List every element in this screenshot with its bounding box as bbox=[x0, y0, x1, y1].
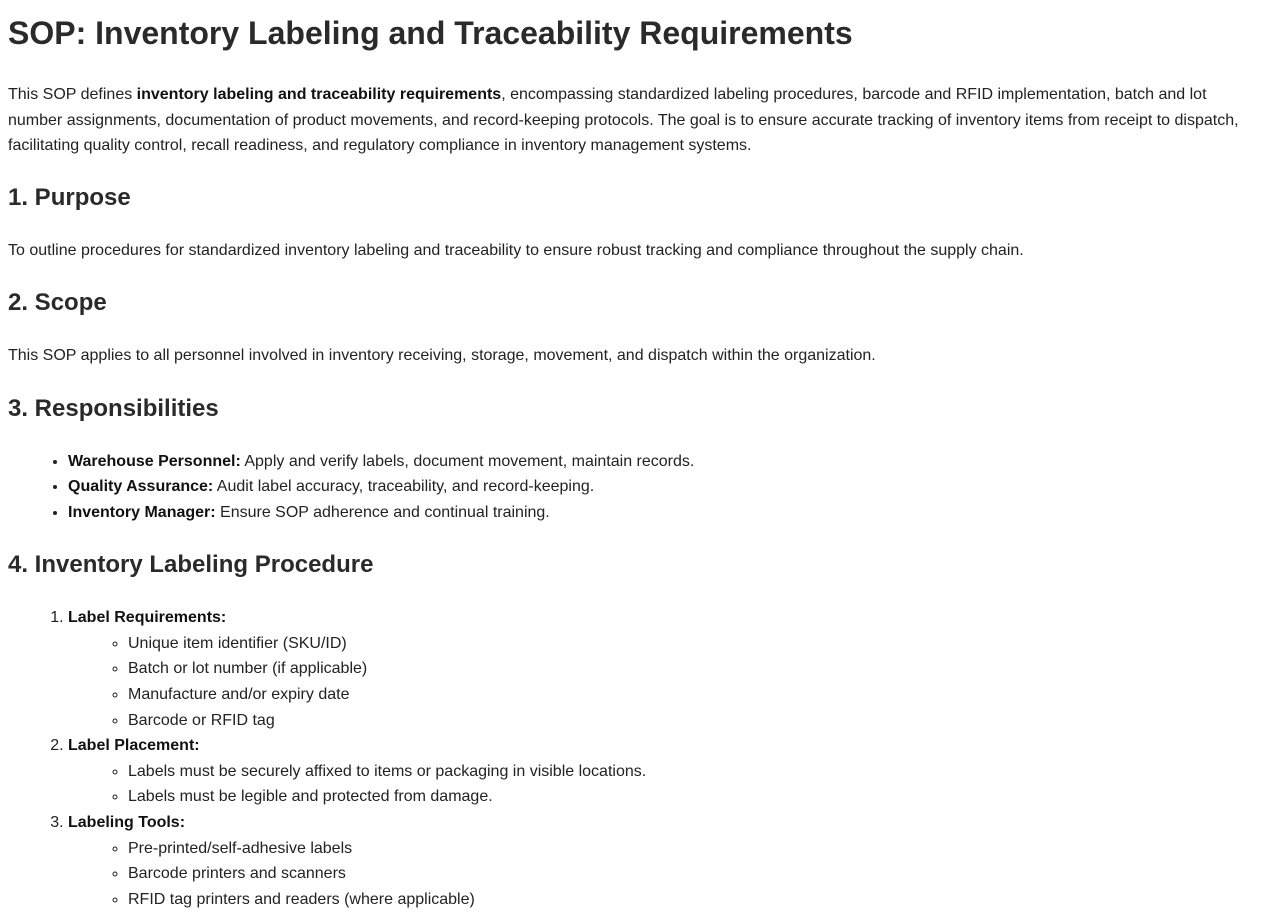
list-item: ◦ Labels must be legible and protected from damage. bbox=[128, 784, 1255, 810]
role-label: Inventory Manager: bbox=[68, 503, 216, 521]
heading-scope: 2. Scope bbox=[8, 289, 107, 316]
list-item bbox=[68, 474, 1255, 500]
list-item bbox=[68, 500, 1255, 526]
role-label: Quality Assurance: bbox=[68, 478, 214, 496]
list-item: ◦ Pre-printed/self-adhesive labels bbox=[128, 836, 1255, 862]
role-text: Apply and verify labels, document movement, maintain records. bbox=[240, 452, 695, 470]
responsibilities-list bbox=[8, 449, 1255, 526]
heading-responsibilities: 3. Responsibilities bbox=[8, 394, 219, 422]
intro-suffix: , encompassing standardized labeling procedures, barcode and RFID implementation, batch and lot number assignments, documentation of product movements, and record-keeping protocols. The goal is to ensure accurate tracking of inventory items from receipt to dispatch, facilitating quality control, recall readiness, and regulatory compliance in inventory management systems. bbox=[8, 86, 1239, 154]
step-label: Labeling Tools: bbox=[68, 814, 186, 832]
heading-procedure: 4. Inventory Labeling Procedure bbox=[8, 551, 374, 579]
list-item: ◦ Batch or lot number (if applicable) bbox=[128, 656, 1255, 682]
list-item: ◦ Unique item identifier (SKU/ID) bbox=[128, 631, 1255, 657]
list-item bbox=[68, 449, 1255, 475]
page-title: SOP: Inventory Labeling and Traceability Requirements bbox=[8, 15, 853, 51]
step-subitems bbox=[68, 631, 1255, 733]
procedure-step bbox=[68, 733, 1255, 810]
role-text: Audit label accuracy, traceability, and record-keeping. bbox=[213, 478, 595, 496]
scope-text: This SOP applies to all personnel involved in inventory receiving, storage, movement, and dispatch within the organization. bbox=[8, 347, 876, 364]
step-subitems bbox=[68, 836, 1255, 912]
role-label: Warehouse Personnel: bbox=[68, 452, 241, 470]
list-item: ◦ Barcode or RFID tag bbox=[128, 708, 1255, 734]
step-label: Label Placement: bbox=[68, 737, 200, 755]
purpose-text: To outline procedures for standardized inventory labeling and traceability to ensure robust tracking and compliance throughout the supply chain. bbox=[8, 241, 1024, 259]
procedure-step bbox=[68, 605, 1255, 733]
intro-prefix: This SOP defines bbox=[8, 86, 137, 103]
list-item: ◦ RFID tag printers and readers (where applicable) bbox=[128, 887, 1255, 912]
procedure-steps bbox=[8, 605, 1255, 912]
heading-purpose: 1. Purpose bbox=[8, 183, 131, 211]
step-subitems bbox=[68, 759, 1255, 810]
list-item: ◦ Labels must be securely affixed to items or packaging in visible locations. bbox=[128, 759, 1255, 785]
step-label: Label Requirements: bbox=[68, 609, 227, 627]
role-text: Ensure SOP adherence and continual training. bbox=[215, 503, 550, 521]
list-item: ◦ Manufacture and/or expiry date bbox=[128, 682, 1255, 708]
intro-bold: inventory labeling and traceability requirements bbox=[136, 86, 502, 103]
procedure-step bbox=[68, 810, 1255, 912]
list-item: ◦ Barcode printers and scanners bbox=[128, 861, 1255, 887]
intro-paragraph bbox=[8, 82, 1255, 159]
